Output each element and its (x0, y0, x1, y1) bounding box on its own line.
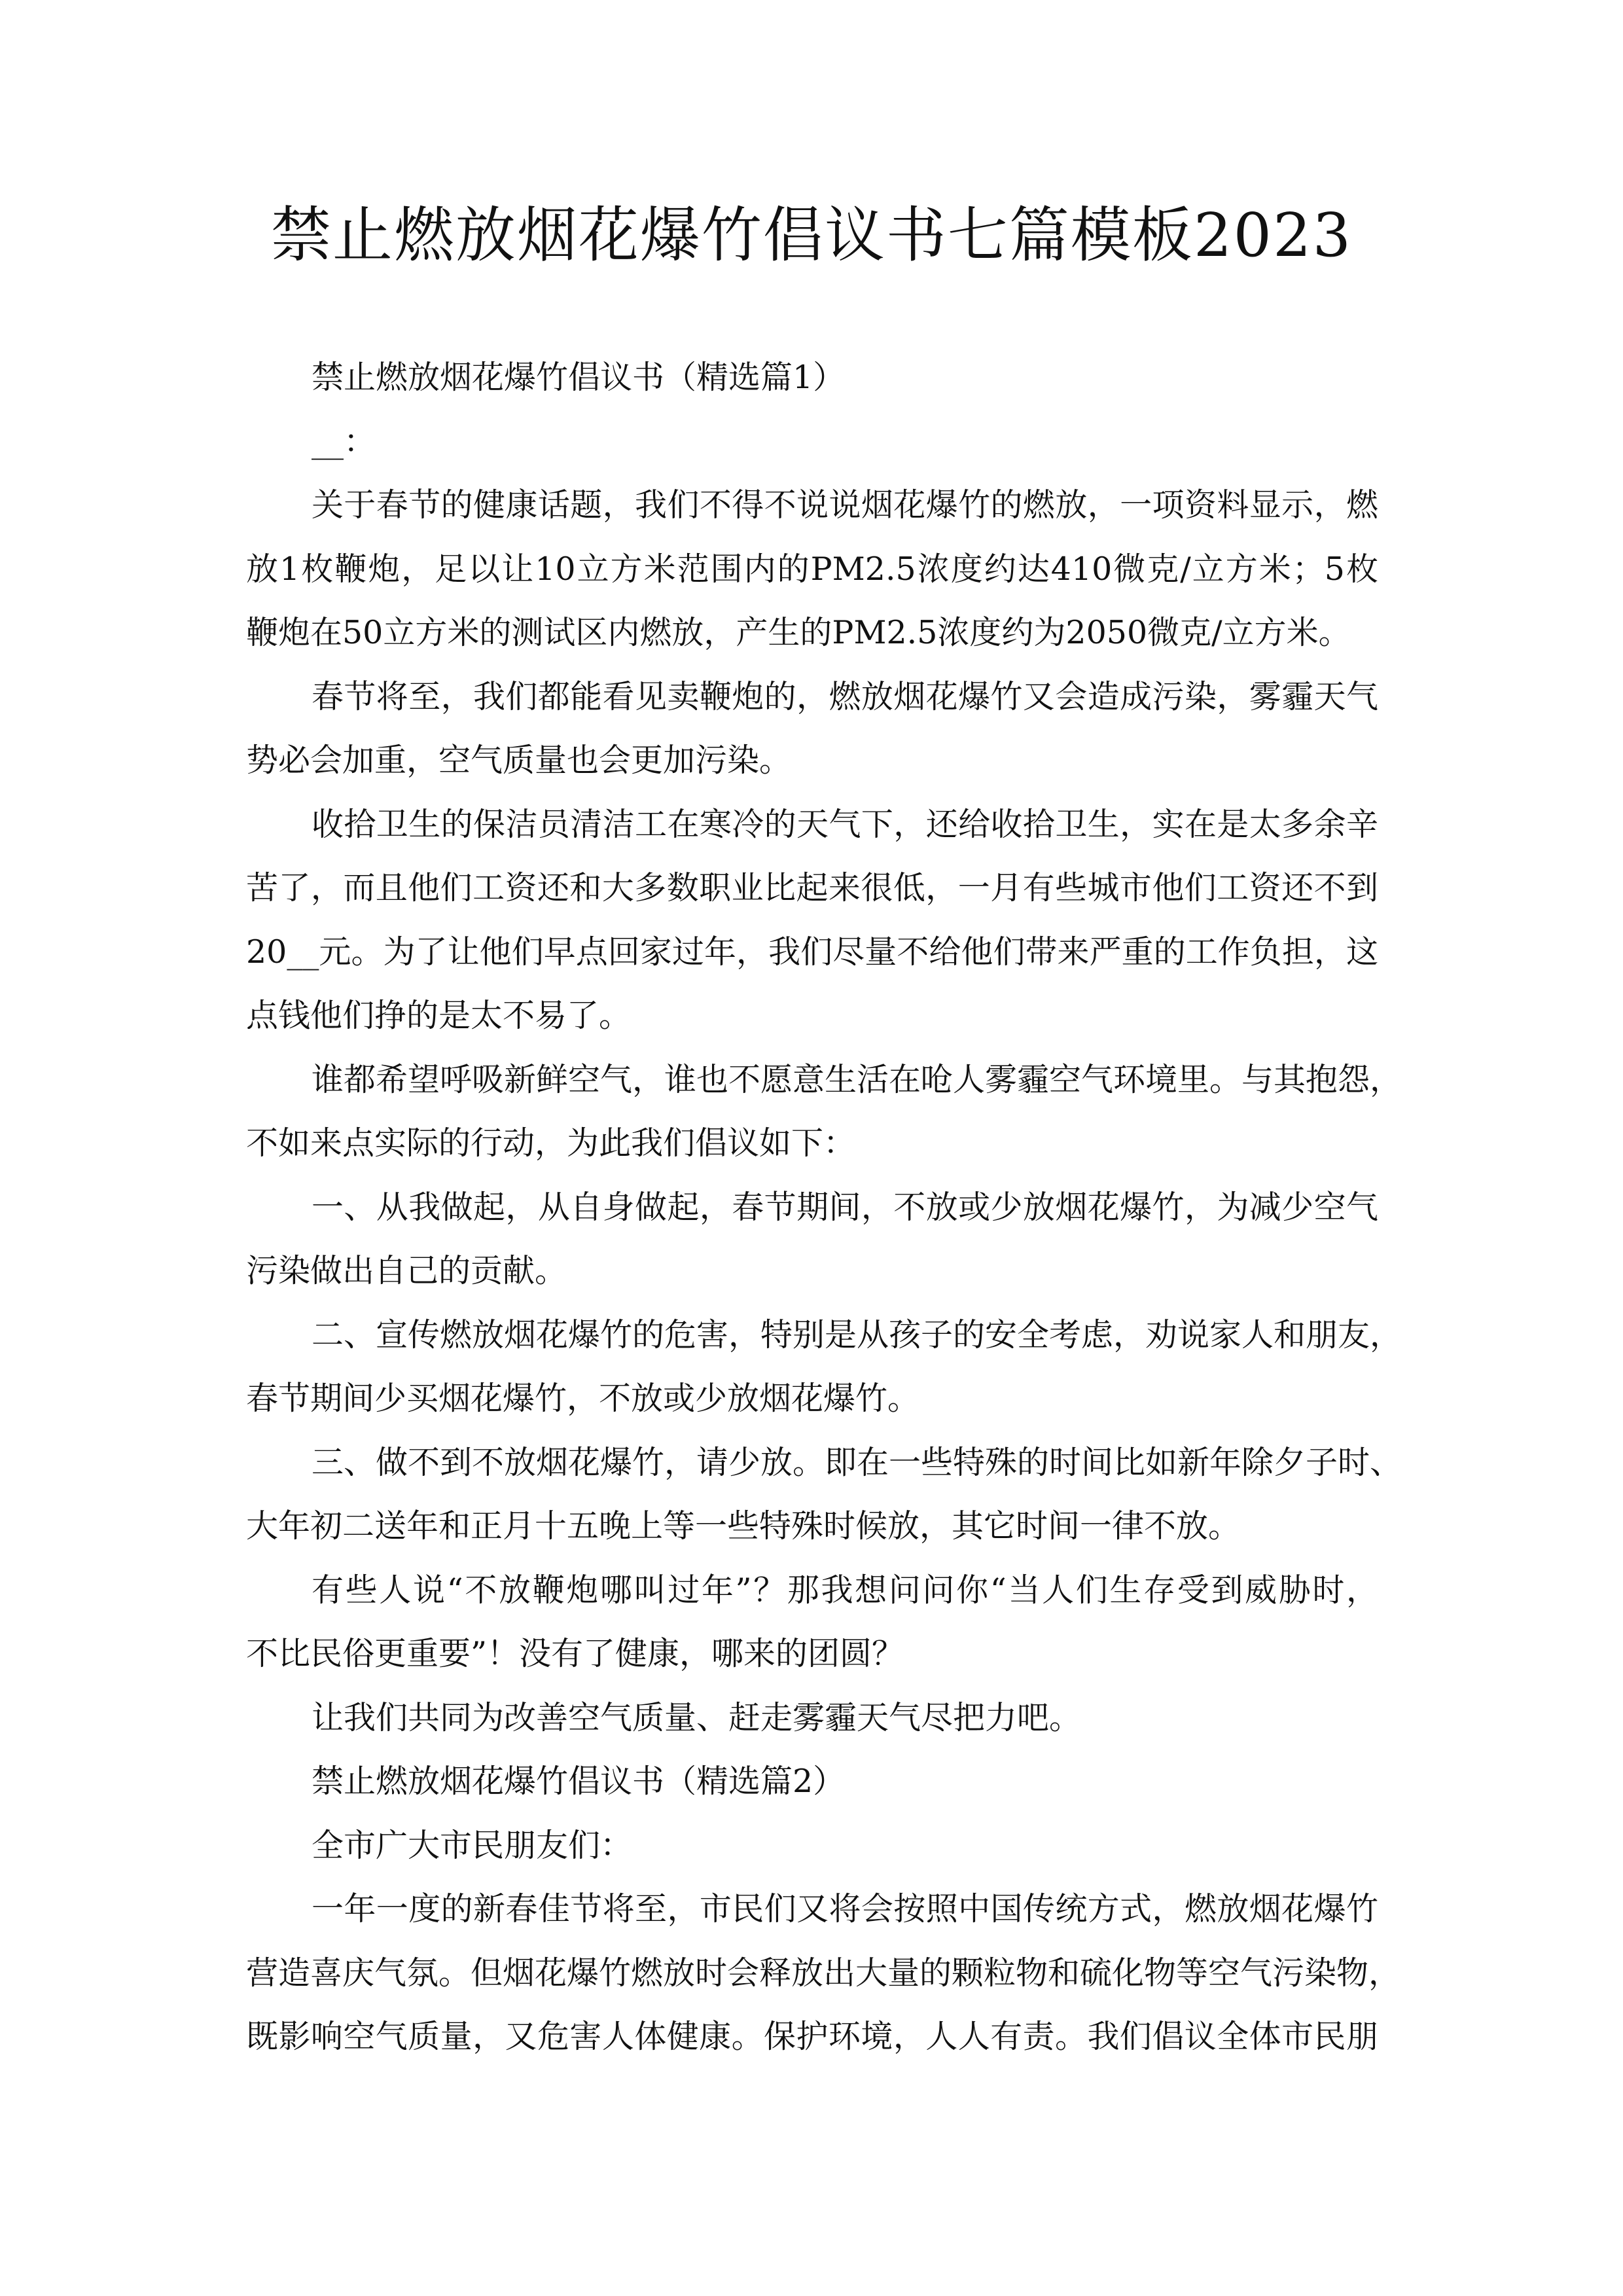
text-line: 全市广大市民朋友们： (312, 1826, 633, 1864)
text-line: 春节期间少买烟花爆竹，不放或少放烟花爆竹。 (246, 1380, 920, 1417)
paragraph (246, 793, 1378, 1048)
paragraph (246, 473, 1378, 665)
text-line: 关于春节的健康话题，我们不得不说说烟花爆竹的燃放，一项资料显示，燃 (312, 486, 1378, 524)
paragraph (246, 665, 1378, 793)
text-line: 春节将至，我们都能看见卖鞭炮的，燃放烟花爆竹又会造成污染，雾霾天气 (312, 677, 1378, 715)
text-line: 放1枚鞭炮，足以让10立方米范围内的PM2.5浓度约达410微克/立方米；5枚 (246, 550, 1378, 588)
paragraph (246, 346, 1378, 410)
text-line: 鞭炮在50立方米的测试区内燃放，产生的PM2.5浓度约为2050微克/立方米。 (246, 614, 1351, 651)
text-line: 禁止燃放烟花爆竹倡议书（精选篇2） (312, 1763, 846, 1800)
text-line: 有些人说“不放鞭炮哪叫过年”？那我想问问你“当人们生存受到威胁时， (312, 1571, 1378, 1609)
paragraph (246, 410, 1378, 474)
text-line: 20__元。为了让他们早点回家过年，我们尽量不给他们带来严重的工作负担，这 (246, 933, 1378, 971)
paragraph (246, 1175, 1378, 1303)
text-line: 点钱他们挣的是太不易了。 (246, 997, 632, 1034)
document-body (246, 346, 1402, 2069)
paragraph (246, 1749, 1378, 1814)
text-line: 三、做不到不放烟花爆竹，请少放。即在一些特殊的时间比如新年除夕子时、 (312, 1443, 1402, 1481)
text-line: __： (312, 422, 376, 460)
paragraph (246, 1431, 1402, 1558)
paragraph (246, 1686, 1378, 1750)
text-line: 苦了，而且他们工资还和大多数职业比起来很低，一月有些城市他们工资还不到 (246, 869, 1378, 906)
text-line: 不如来点实际的行动，为此我们倡议如下： (246, 1124, 856, 1162)
text-line: 一年一度的新春佳节将至，市民们又将会按照中国传统方式，燃放烟花爆竹 (312, 1890, 1378, 1928)
text-line: 二、宣传燃放烟花爆竹的危害，特别是从孩子的安全考虑，劝说家人和朋友， (312, 1316, 1402, 1354)
text-line: 势必会加重，空气质量也会更加污染。 (246, 742, 792, 779)
text-line: 谁都希望呼吸新鲜空气，谁也不愿意生活在呛人雾霾空气环境里。与其抱怨， (312, 1060, 1402, 1098)
text-line: 不比民俗更重要”！没有了健康，哪来的团圆？ (246, 1635, 904, 1672)
text-line: 污染做出自己的贡献。 (246, 1252, 567, 1289)
paragraph (246, 1877, 1401, 2069)
text-line: 一、从我做起，从自身做起，春节期间，不放或少放烟花爆竹，为减少空气 (312, 1188, 1378, 1226)
paragraph (246, 1814, 1378, 1878)
text-line: 大年初二送年和正月十五晚上等一些特殊时候放，其它时间一律不放。 (246, 1507, 1241, 1545)
paragraph (246, 1558, 1378, 1686)
paragraph (246, 1048, 1402, 1175)
text-line: 让我们共同为改善空气质量、赶走雾霾天气尽把力吧。 (312, 1698, 1082, 1736)
text-line: 收拾卫生的保洁员清洁工在寒冷的天气下，还给收拾卫生，实在是太多余辛 (312, 805, 1378, 843)
text-line: 既影响空气质量，又危害人体健康。保护环境，人人有责。我们倡议全体市民朋 (246, 2018, 1378, 2055)
text-line: 禁止燃放烟花爆竹倡议书（精选篇1） (312, 359, 846, 396)
paragraph (246, 1303, 1402, 1431)
document-title: 禁止燃放烟花爆竹倡议书七篇模板2023 (270, 200, 1353, 270)
text-line: 营造喜庆气氛。但烟花爆竹燃放时会释放出大量的颗粒物和硫化物等空气污染物， (246, 1954, 1401, 1992)
